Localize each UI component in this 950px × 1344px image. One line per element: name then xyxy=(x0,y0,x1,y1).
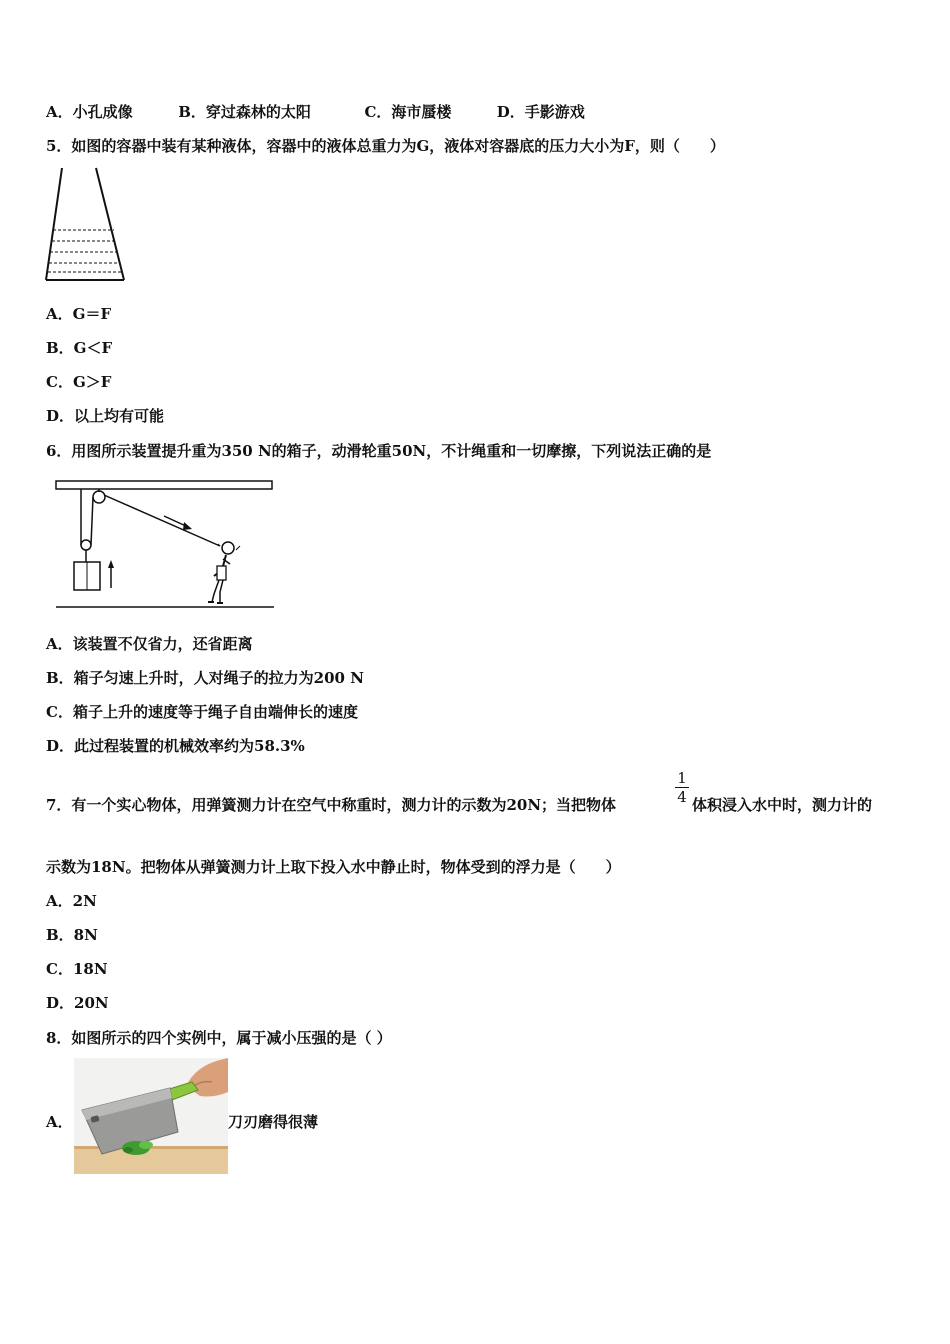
q8-knife-photo xyxy=(74,1058,228,1174)
q5-container-figure xyxy=(44,166,126,284)
q7-stem-line2: 示数为18N。把物体从弹簧测力计上取下投入水中静止时，物体受到的浮力是（ ） xyxy=(46,858,621,876)
q7-option-a: A．2N xyxy=(46,892,97,910)
q6-pulley-figure xyxy=(52,476,277,616)
q5-stem: 5．如图的容器中装有某种液体，容器中的液体总重力为G，液体对容器底的压力大小为F，则（ ） xyxy=(46,137,725,155)
q8-stem: 8．如图所示的四个实例中，属于减小压强的是（ ） xyxy=(46,1029,392,1047)
q7-stem-part1: 7．有一个实心物体，用弹簧测力计在空气中称重时，测力计的示数为20N；当把物体 xyxy=(46,796,617,814)
q7-fraction xyxy=(675,770,689,805)
q4-option-a: A．小孔成像 xyxy=(46,103,133,121)
q4-option-d: D．手影游戏 xyxy=(496,103,585,121)
q5-option-d: D．以上均有可能 xyxy=(46,407,165,425)
q7-option-d: D．20N xyxy=(46,994,109,1012)
q7-fraction-denominator: 4 xyxy=(677,788,687,806)
q8-option-a-letter: A． xyxy=(46,1113,73,1131)
q7-fraction-numerator: 1 xyxy=(677,769,687,787)
q4-option-c: C．海市蜃楼 xyxy=(364,103,452,121)
q7-stem-part2: 体积浸入水中时，测力计的 xyxy=(692,796,873,814)
q4-options-row xyxy=(46,102,585,122)
q6-option-a: A．该装置不仅省力，还省距离 xyxy=(46,635,253,653)
q6-option-b: B．箱子匀速上升时，人对绳子的拉力为200 N xyxy=(46,669,364,687)
q5-option-a: A．G＝F xyxy=(46,305,112,323)
q7-option-c: C．18N xyxy=(46,960,108,978)
q6-stem: 6．用图所示装置提升重为350 N的箱子，动滑轮重50N，不计绳重和一切摩擦，下列说法正确的是 xyxy=(46,442,712,460)
q6-option-d: D．此过程装置的机械效率约为58.3% xyxy=(46,737,305,755)
q4-option-b: B．穿过森林的太阳 xyxy=(178,103,311,121)
q8-option-a-text: 刀刃磨得很薄 xyxy=(228,1113,319,1131)
q6-option-c: C．箱子上升的速度等于绳子自由端伸长的速度 xyxy=(46,703,358,721)
q5-option-c: C．G＞F xyxy=(46,373,112,391)
q5-option-b: B．G＜F xyxy=(46,339,113,357)
q7-option-b: B．8N xyxy=(46,926,98,944)
